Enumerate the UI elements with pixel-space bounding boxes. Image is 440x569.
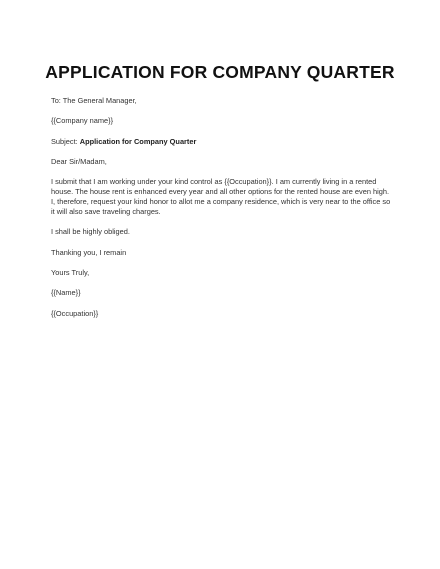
closing-line: Yours Truly,	[51, 268, 90, 278]
subject-text: Application for Company Quarter	[79, 136, 197, 146]
obliged-line: I shall be highly obliged.	[51, 227, 130, 237]
letter-body	[51, 96, 393, 319]
subject-label: Subject:	[51, 136, 80, 146]
recipient-line: To: The General Manager,	[51, 96, 137, 105]
body-paragraph: I submit that I am working under your kind control as {{Occupation}}. I am currently living in a rented house. The house rent is enhanced every year and all other options for the rented house are even high. I, therefore, request your kind honor to allot me a company residence, which is very near to the office so it will also save traveling charges.	[51, 177, 391, 217]
signature-occupation: {{Occupation}}	[51, 308, 99, 318]
thanks-line: Thanking you, I remain	[51, 247, 127, 257]
signature-name: {{Name}}	[51, 288, 81, 298]
company-name-line: {{Company name}}	[51, 116, 114, 126]
document-title: APPLICATION FOR COMPANY QUARTER	[45, 62, 395, 82]
subject-line	[51, 137, 393, 147]
salutation: Dear Sir/Madam,	[51, 156, 107, 166]
